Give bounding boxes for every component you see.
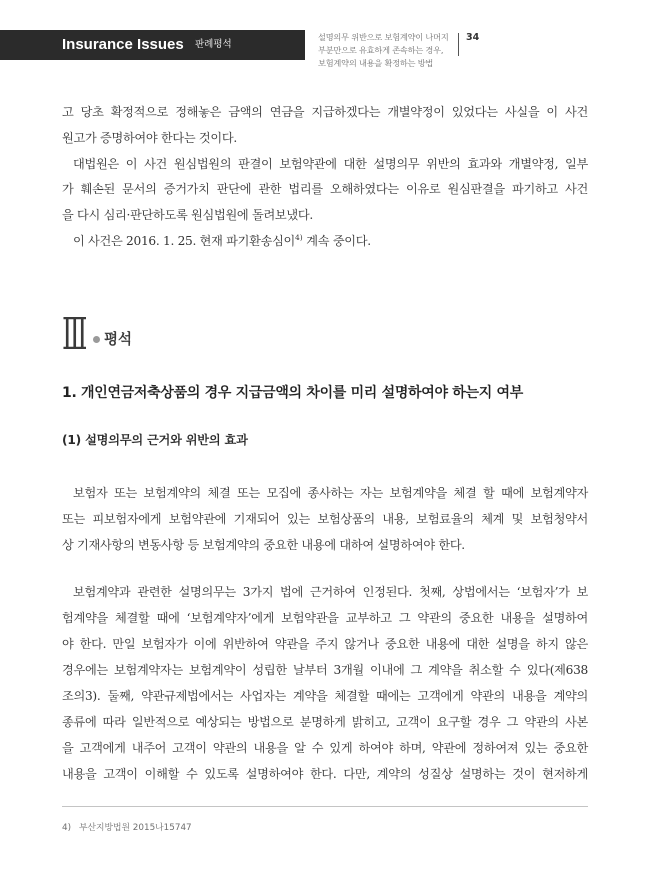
- body-paragraph: [62, 229, 588, 255]
- bullet-dot-icon: [93, 336, 100, 343]
- body-line: 험계약을 체결할 때에 ‘보험계약자’에게 보험약관을 교부하고 그 약관의 중요한 내용을 설명하여: [62, 611, 588, 625]
- body-line: 내용을 고객이 이해할 수 있도록 설명하여야 한다. 다만, 계약의 성질상 설명하는 것이 현저하게: [62, 767, 588, 781]
- footnote: [62, 821, 588, 835]
- header-section-label: 판례평석: [195, 39, 232, 50]
- body-paragraph: [62, 480, 588, 558]
- running-article-title-line: 보험계약의 내용을 확정하는 방법: [318, 58, 434, 68]
- section-heading: [62, 309, 262, 360]
- subsubsection-heading: (1) 설명의무의 근거와 위반의 효과: [62, 433, 248, 447]
- body-line: 가 훼손된 문서의 증거가치 판단에 관한 법리를 오해하였다는 이유로 원심판결을 파기하고 사건: [62, 182, 588, 197]
- subsection-heading: 1. 개인연금저축상품의 경우 지급금액의 차이를 미리 설명하여야 하는지 여부: [62, 385, 523, 401]
- body-line: 고 당초 확정적으로 정해놓은 금액의 연금을 지급하겠다는 개별약정이 있었다는 사실을 이 사건: [62, 105, 588, 119]
- body-line: 경우에는 보험계약자는 보험계약이 성립한 날부터 3개월 이내에 그 계약을 취소할 수 있다(제638: [62, 663, 588, 677]
- body-line-text: 이 사건은 2016. 1. 25. 현재 파기환송심이: [73, 233, 296, 248]
- running-article-title-line: 설명의무 위반으로 보험계약이 나머지: [318, 32, 449, 42]
- body-line: 상 기재사항의 변동사항 등 보험계약의 중요한 내용에 대하여 설명하여야 한다.: [62, 538, 465, 552]
- body-line: 을 고객에게 내주어 고객이 약관의 내용을 알 수 있게 하여야 하며, 약관에 정하여져 있는 중요한: [62, 741, 588, 755]
- body-line: 을 다시 심리·판단하도록 원심법원에 돌려보냈다.: [62, 208, 313, 223]
- body-line: 또는 피보험자에게 보험약관에 기재되어 있는 보험상품의 내용, 보험료율의 체계 및 보험청약서: [62, 512, 588, 526]
- body-paragraph: [62, 579, 588, 787]
- body-line: 보험자 또는 보험계약의 체결 또는 모집에 종사하는 자는 보험계약을 체결 할 때에 보험계약자: [73, 486, 588, 500]
- intro-text: [62, 100, 588, 255]
- body-line: 보험계약과 관련한 설명의무는 3가지 법에 근거하여 인정된다. 첫째, 상법에서는 ‘보험자’가 보: [73, 585, 588, 599]
- footnote-rule: [62, 806, 588, 807]
- footnote-text: 부산지방법원 2015나15747: [79, 823, 192, 833]
- page-number: 34: [466, 32, 480, 43]
- header-bar: [0, 30, 305, 60]
- running-article-title-line: 부분만으로 유효하게 존속하는 경우,: [318, 45, 444, 55]
- footnote-marker: 4): [62, 823, 72, 833]
- body-line: 원고가 증명하여야 한다는 것이다.: [62, 130, 237, 145]
- footnote-reference: 4): [295, 232, 303, 242]
- body-line: [62, 229, 588, 255]
- body-paragraph: [62, 152, 588, 229]
- body-paragraph: [62, 100, 588, 152]
- section-numeral: Ⅲ: [62, 309, 88, 360]
- body-line: 종류에 따라 일반적으로 예상되는 방법으로 분명하게 밝히고, 고객이 요구할 경우 그 약관의 사본: [62, 715, 588, 729]
- running-article-title: [318, 31, 452, 70]
- body-line: 대법원은 이 사건 원심법원의 판결이 보험약관에 대한 설명의무 위반의 효과와 개별약정, 일부: [73, 156, 588, 171]
- header-divider: [458, 33, 459, 56]
- body-line-text: 계속 중이다.: [302, 233, 371, 248]
- body-line: 조의3). 둘째, 약관규제법에서는 사업자는 계약을 체결할 때에는 고객에게 약관의 내용을 계약의: [62, 689, 588, 703]
- journal-title: Insurance Issues: [62, 36, 184, 53]
- section-title: 평석: [104, 332, 133, 348]
- body-line: 야 한다. 만일 보험자가 이에 위반하여 약관을 주지 않거나 중요한 내용에 대한 설명을 하지 않은: [62, 637, 588, 651]
